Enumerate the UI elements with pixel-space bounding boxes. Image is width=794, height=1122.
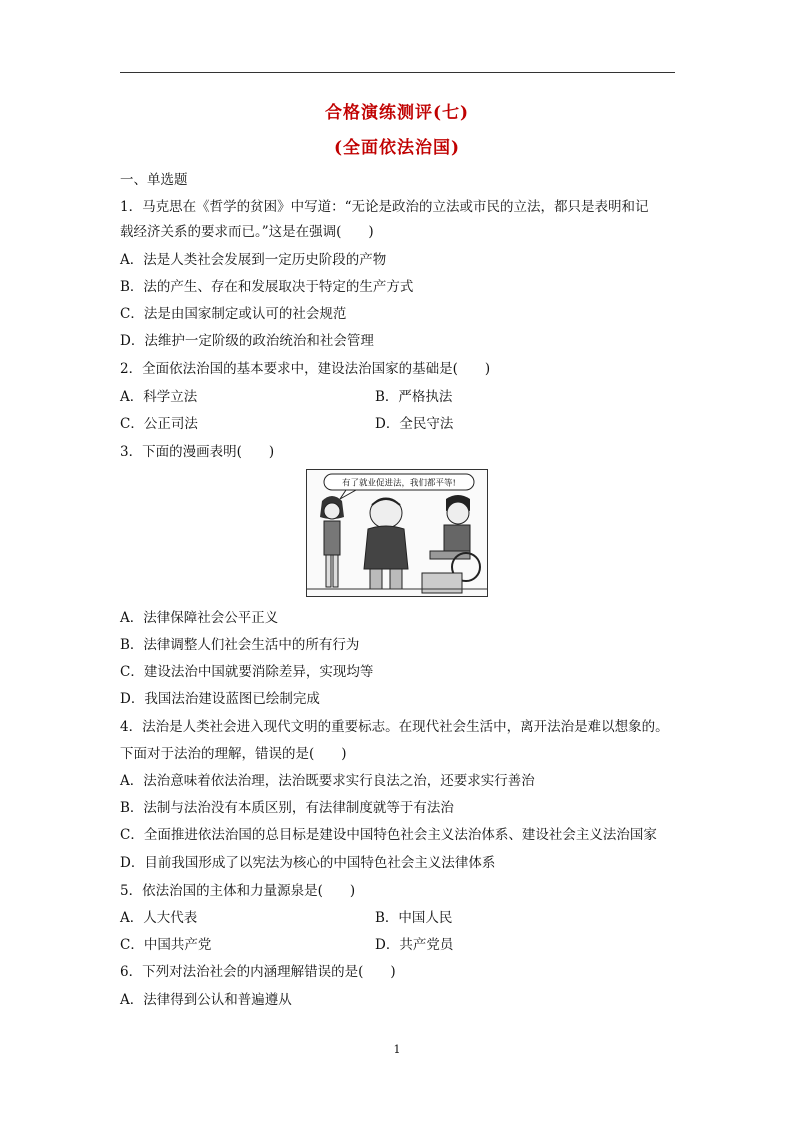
question-4-stem-line2: 下面对于法治的理解，错误的是( ) <box>120 746 347 762</box>
question-5-option-b: B．中国人民 <box>375 910 453 926</box>
question-1-option-c: C．法是由国家制定或认可的社会规范 <box>120 306 347 322</box>
question-2-option-c: C．公正司法 <box>120 416 198 432</box>
comic-speech-text: 有了就业促进法，我们都平等! <box>342 478 456 489</box>
question-3-option-d: D．我国法治建设蓝图已绘制完成 <box>120 691 320 707</box>
question-3-option-b: B．法律调整人们社会生活中的所有行为 <box>120 637 360 653</box>
question-5-stem: 5．依法治国的主体和力量源泉是( ) <box>120 883 356 899</box>
question-1-stem-line2: 载经济关系的要求而已。”这是在强调( ) <box>120 224 374 240</box>
question-3-option-c: C．建设法治中国就要消除差异，实现均等 <box>120 664 374 680</box>
question-5-option-c: C．中国共产党 <box>120 937 212 953</box>
question-1-option-a: A．法是人类社会发展到一定历史阶段的产物 <box>120 252 387 268</box>
page-number: 1 <box>393 1043 401 1056</box>
question-4-option-d: D．目前我国形成了以宪法为核心的中国特色社会主义法律体系 <box>120 855 496 871</box>
question-1-stem-line1: 1．马克思在《哲学的贫困》中写道：“无论是政治的立法或市民的立法，都只是表明和记 <box>120 199 649 215</box>
question-4-option-c: C．全面推进依法治国的总目标是建设中国特色社会主义法治体系、建设社会主义法治国家 <box>120 827 657 843</box>
section-heading: 一、单选题 <box>120 172 188 188</box>
page-subtitle: (全面依法治国) <box>333 138 461 158</box>
question-1-option-b: B．法的产生、存在和发展取决于特定的生产方式 <box>120 279 414 295</box>
question-6-option-a: A．法律得到公认和普遍遵从 <box>120 992 292 1008</box>
header-rule <box>120 72 675 73</box>
question-4-stem-line1: 4．法治是人类社会进入现代文明的重要标志。在现代社会生活中，离开法治是难以想象的。 <box>120 719 669 735</box>
question-6-stem: 6．下列对法治社会的内涵理解错误的是( ) <box>120 964 396 980</box>
question-4-option-a: A．法治意味着依法治理，法治既要求实行良法之治，还要求实行善治 <box>120 773 535 789</box>
question-4-option-b: B．法制与法治没有本质区别，有法律制度就等于有法治 <box>120 800 454 816</box>
question-5-option-d: D．共产党员 <box>375 937 454 953</box>
question-2-option-d: D．全民守法 <box>375 416 454 432</box>
page-title: 合格演练测评(七) <box>324 103 470 123</box>
question-2-option-b: B．严格执法 <box>375 389 453 405</box>
question-2-option-a: A．科学立法 <box>120 389 198 405</box>
question-3-stem: 3．下面的漫画表明( ) <box>120 444 275 460</box>
question-1-option-d: D．法维护一定阶级的政治统治和社会管理 <box>120 333 374 349</box>
question-3-option-a: A．法律保障社会公平正义 <box>120 610 279 626</box>
comic-illustration <box>306 469 488 597</box>
question-2-stem: 2．全面依法治国的基本要求中，建设法治国家的基础是( ) <box>120 361 491 377</box>
question-5-option-a: A．人大代表 <box>120 910 198 926</box>
